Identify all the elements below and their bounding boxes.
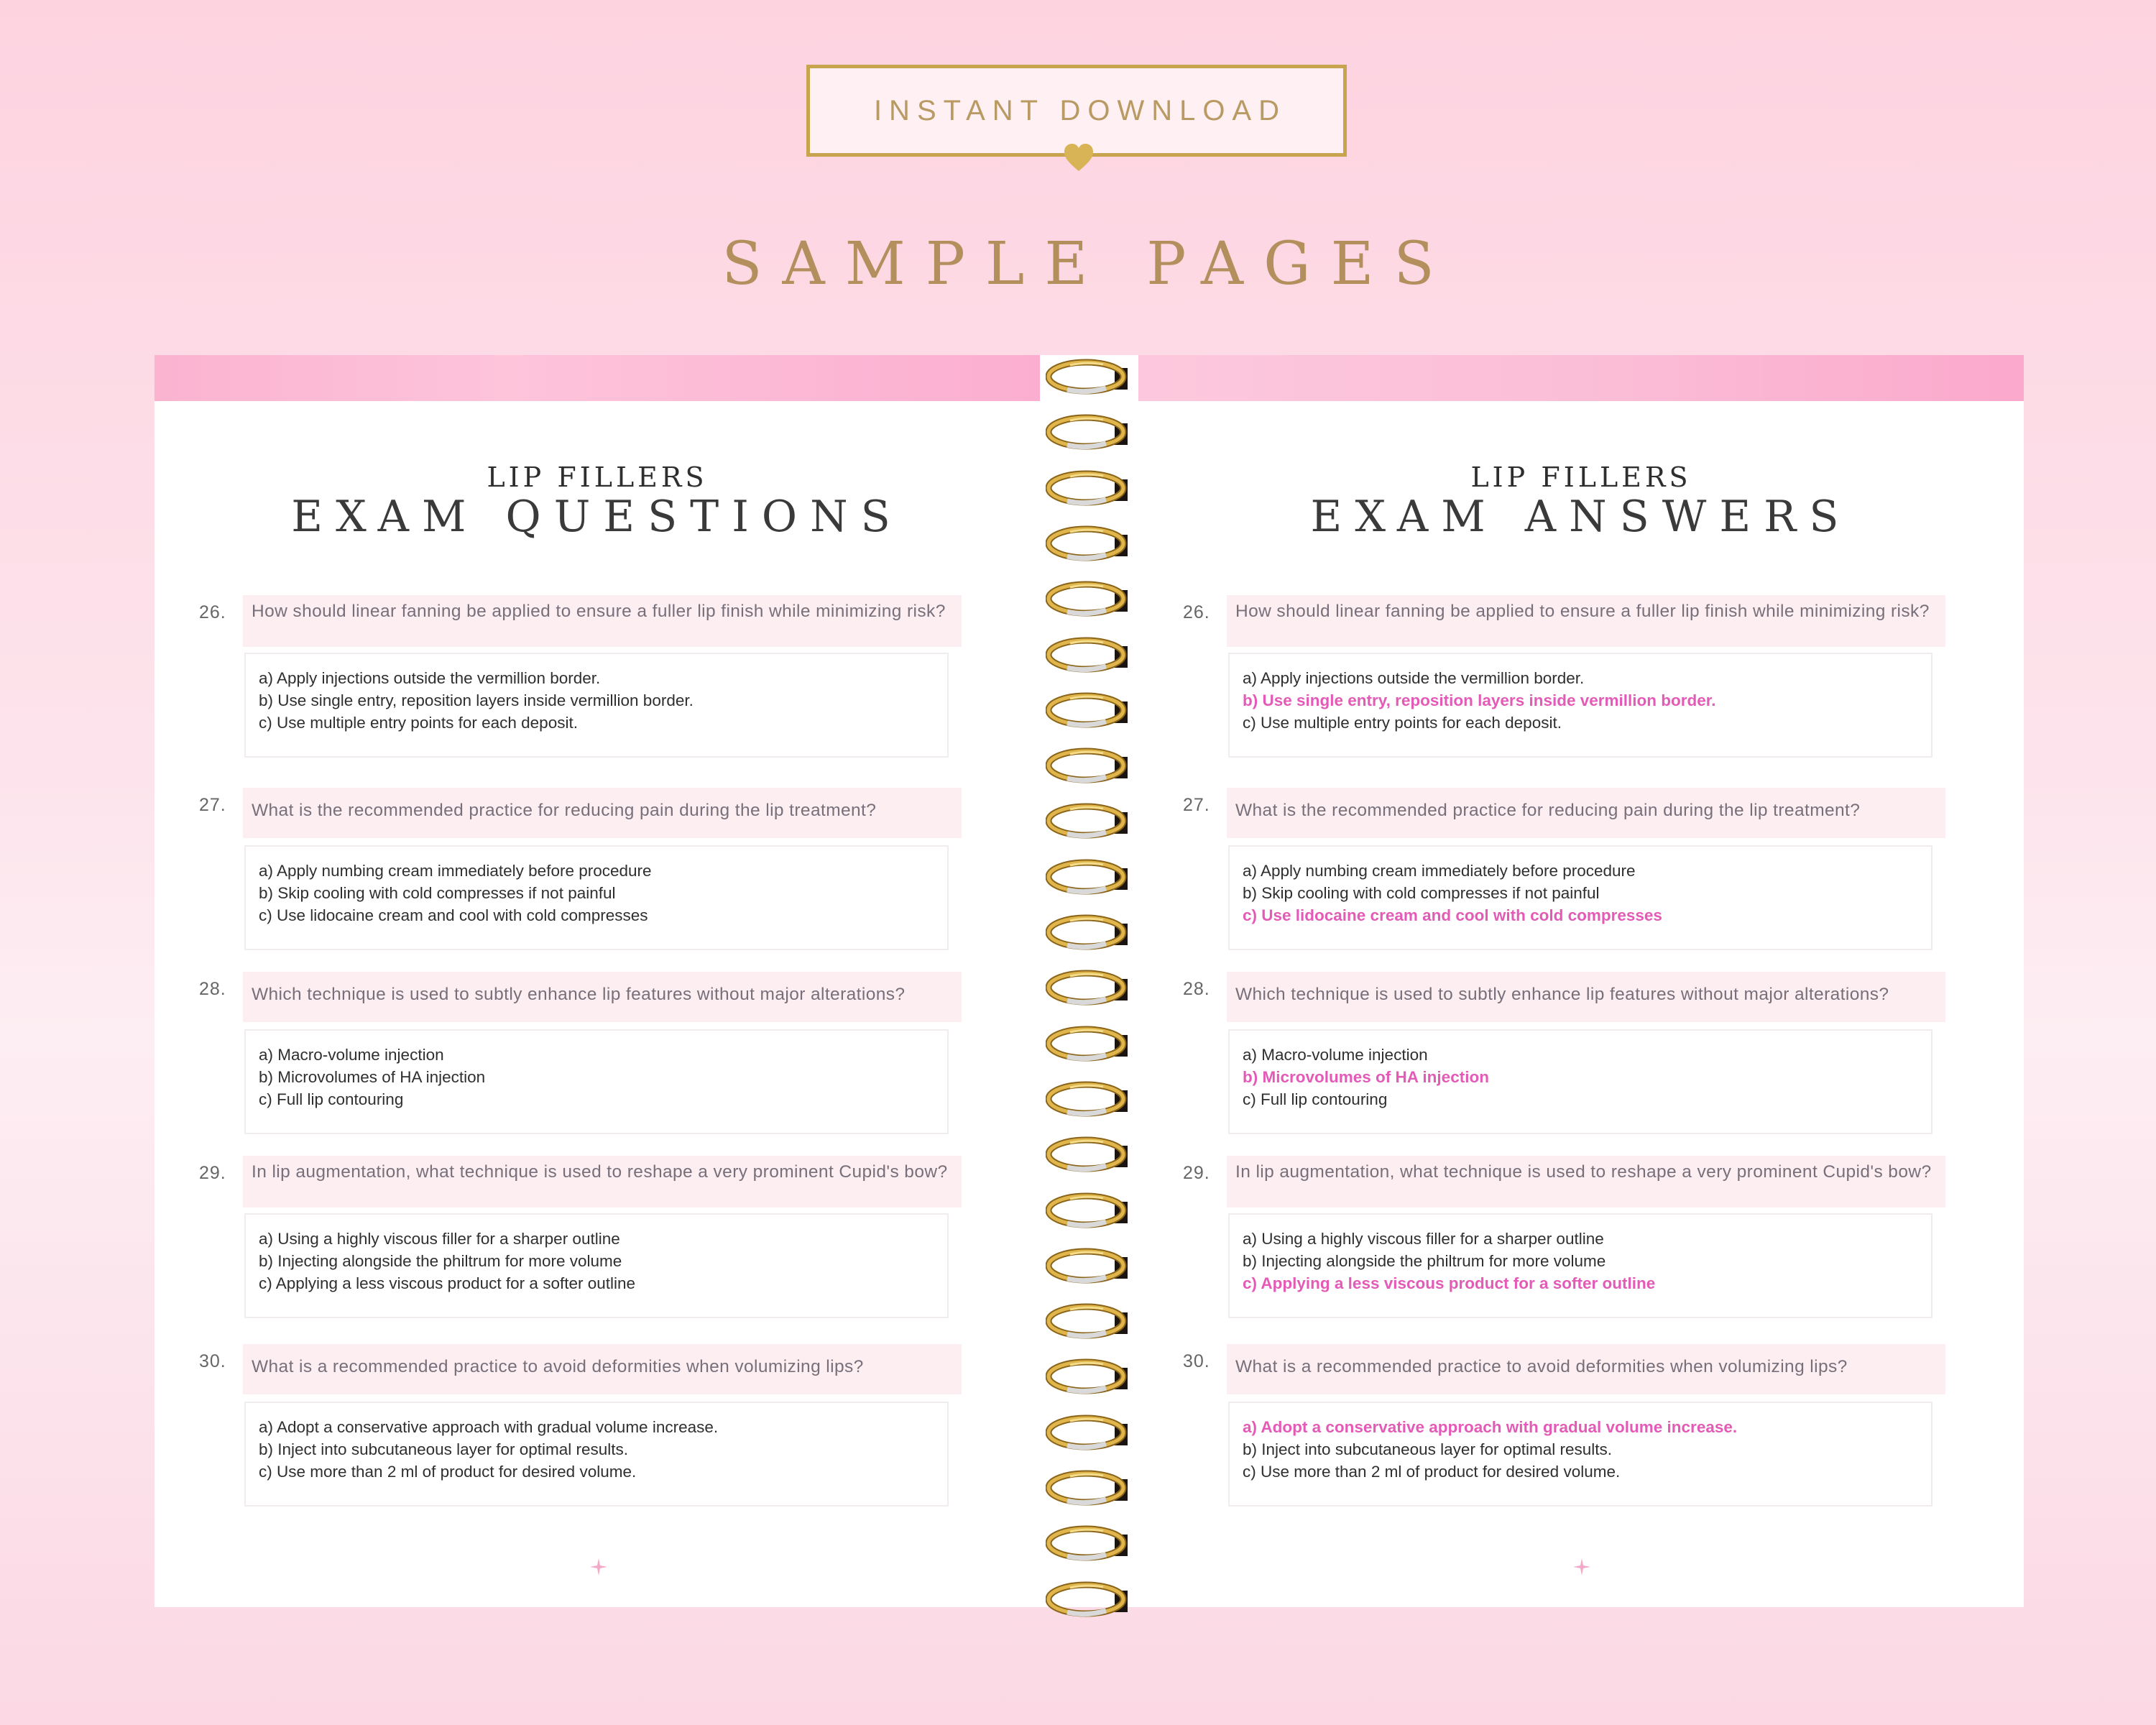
left-page [155,355,1040,1607]
answer-option: c) Use multiple entry points for each deposit. [1243,714,1562,732]
answer-option: a) Apply numbing cream immediately before procedure [1243,862,1636,880]
options-box [244,1213,949,1318]
answer-option: a) Apply injections outside the vermillion border. [259,669,601,687]
question-text: In lip augmentation, what technique is used to reshape a very prominent Cupid's bow? [243,1156,962,1208]
spiral-ring-icon [1046,1192,1135,1229]
spiral-ring-icon [1046,636,1135,673]
question-text: What is a recommended practice to avoid deformities when volumizing lips? [1227,1344,1945,1394]
page-subtitle: LIP FILLERS [487,461,708,493]
question-text: Which technique is used to subtly enhance lip features without major alterations? [243,972,962,1022]
spiral-ring-icon [1046,858,1135,896]
answer-option: c) Applying a less viscous product for a softer outline [1243,1274,1656,1292]
question-number: 30. [199,1351,226,1371]
question-text: How should linear fanning be applied to ensure a fuller lip finish while minimizing risk? [243,595,962,647]
answer-option: c) Use more than 2 ml of product for desired volume. [1243,1463,1621,1481]
answer-option: a) Macro-volume injection [259,1046,444,1064]
spiral-ring-icon [1046,525,1135,562]
answer-option: c) Use more than 2 ml of product for desired volume. [259,1463,637,1481]
question-number: 27. [199,795,226,815]
page-heading: EXAM QUESTIONS [291,492,903,542]
sparkle-icon [1572,1557,1592,1577]
question-number: 29. [1183,1163,1210,1183]
spiral-ring-icon [1046,358,1135,395]
answer-option: b) Inject into subcutaneous layer for optimal results. [259,1440,629,1458]
spiral-ring-icon [1046,691,1135,729]
answer-option: c) Applying a less viscous product for a softer outline [259,1274,636,1292]
options-box [244,845,949,950]
question-number: 28. [1183,979,1210,999]
question-text: What is a recommended practice to avoid deformities when volumizing lips? [243,1344,962,1394]
heart-icon [1063,142,1095,174]
banner-text: INSTANT DOWNLOAD [873,94,1287,126]
answer-option: b) Skip cooling with cold compresses if not painful [259,884,616,902]
page-subtitle: LIP FILLERS [1470,461,1692,493]
options-box [1228,845,1932,950]
spiral-ring-icon [1046,1469,1135,1506]
spiral-ring-icon [1046,469,1135,507]
spiral-ring-icon [1046,413,1135,451]
options-box [1228,1402,1932,1506]
spiral-ring-icon [1046,1136,1135,1173]
answer-option: b) Injecting alongside the philtrum for more volume [1243,1252,1606,1270]
spiral-ring-icon [1046,580,1135,617]
answer-option: a) Apply injections outside the vermillion border. [1243,669,1585,687]
answer-option: c) Use multiple entry points for each deposit. [259,714,578,732]
spiral-ring-icon [1046,1302,1135,1340]
question-number: 28. [199,979,226,999]
spiral-ring-icon [1046,747,1135,784]
answer-option: b) Microvolumes of HA injection [259,1068,486,1086]
question-text: In lip augmentation, what technique is used to reshape a very prominent Cupid's bow? [1227,1156,1945,1208]
question-text: What is the recommended practice for reducing pain during the lip treatment? [1227,788,1945,838]
spiral-ring-icon [1046,969,1135,1006]
options-box [244,653,949,758]
spiral-ring-icon [1046,1414,1135,1451]
page-header-band [155,355,1040,401]
answer-option: c) Use lidocaine cream and cool with cold compresses [1243,906,1662,924]
answer-option: a) Adopt a conservative approach with gradual volume increase. [1243,1418,1738,1436]
options-box [1228,653,1932,758]
answer-option: b) Microvolumes of HA injection [1243,1068,1489,1086]
spiral-ring-icon [1046,1524,1135,1562]
options-box [1228,1029,1932,1134]
answer-option: b) Skip cooling with cold compresses if not painful [1243,884,1600,902]
answer-option: b) Injecting alongside the philtrum for more volume [259,1252,622,1270]
page-header-band [1138,355,2024,401]
question-number: 29. [199,1163,226,1183]
answer-option: a) Macro-volume injection [1243,1046,1428,1064]
answer-option: b) Inject into subcutaneous layer for optimal results. [1243,1440,1613,1458]
answer-option: a) Apply numbing cream immediately before procedure [259,862,652,880]
page-heading: EXAM ANSWERS [1310,492,1852,542]
question-text: Which technique is used to subtly enhance lip features without major alterations? [1227,972,1945,1022]
question-text: What is the recommended practice for reducing pain during the lip treatment? [243,788,962,838]
spiral-ring-icon [1046,802,1135,840]
spiral-ring-icon [1046,1247,1135,1284]
spiral-ring-icon [1046,1025,1135,1062]
spiral-ring-icon [1046,914,1135,951]
answer-option: c) Use lidocaine cream and cool with cold compresses [259,906,648,924]
question-number: 26. [1183,602,1210,622]
answer-option: a) Using a highly viscous filler for a sharper outline [1243,1230,1604,1248]
question-text: How should linear fanning be applied to ensure a fuller lip finish while minimizing risk? [1227,595,1945,647]
answer-option: b) Use single entry, reposition layers inside vermillion border. [1243,691,1716,709]
question-number: 26. [199,602,226,622]
options-box [244,1402,949,1506]
options-box [244,1029,949,1134]
answer-option: a) Using a highly viscous filler for a sharper outline [259,1230,620,1248]
spiral-binding [1040,355,1138,1607]
answer-option: b) Use single entry, reposition layers inside vermillion border. [259,691,694,709]
spiral-ring-icon [1046,1581,1135,1618]
spiral-ring-icon [1046,1358,1135,1395]
question-number: 27. [1183,795,1210,815]
answer-option: c) Full lip contouring [1243,1090,1388,1108]
question-number: 30. [1183,1351,1210,1371]
page-title: SAMPLE PAGES [722,230,1455,298]
sparkle-icon [589,1557,609,1577]
right-page [1138,355,2024,1607]
answer-option: c) Full lip contouring [259,1090,404,1108]
options-box [1228,1213,1932,1318]
spiral-ring-icon [1046,1080,1135,1118]
answer-option: a) Adopt a conservative approach with gradual volume increase. [259,1418,719,1436]
